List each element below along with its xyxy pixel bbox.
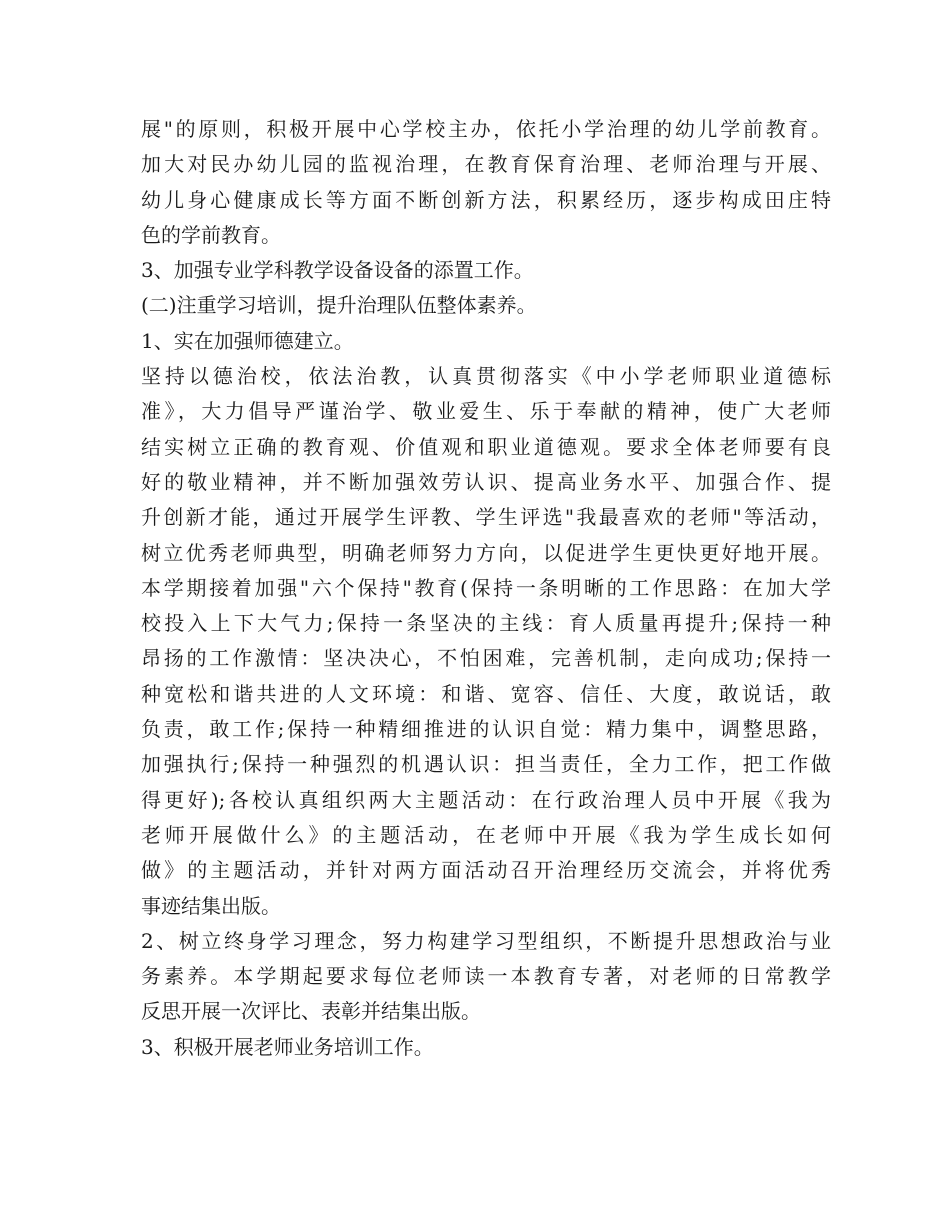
text-line: 升创新才能，通过开展学生评教、学生评选"我最喜欢的老师"等活动， bbox=[141, 505, 831, 530]
text-line: 1、实在加强师德建立。 bbox=[141, 328, 354, 353]
text-line: 加大对民办幼儿园的监视治理，在教育保育治理、老师治理与开展、 bbox=[141, 152, 831, 177]
text-line: 2、树立终身学习理念，努力构建学习型组织，不断提升思想政治与业 bbox=[141, 928, 831, 953]
text-line: 准》，大力倡导严谨治学、敬业爱生、乐于奉献的精神，使广大老师 bbox=[141, 399, 831, 424]
text-line: (二)注重学习培训，提升治理队伍整体素养。 bbox=[141, 293, 537, 318]
text-line: 事迹结集出版。 bbox=[141, 893, 281, 918]
text-line: 做》的主题活动，并针对两方面活动召开治理经历交流会，并将优秀 bbox=[141, 858, 831, 883]
text-line: 昂扬的工作激情：坚决决心，不怕困难，完善机制，走向成功;保持一 bbox=[141, 646, 831, 671]
text-line: 树立优秀老师典型，明确老师努力方向，以促进学生更快更好地开展。 bbox=[141, 540, 831, 565]
document-body bbox=[141, 112, 831, 1065]
text-line: 种宽松和谐共进的人文环境：和谐、宽容、信任、大度，敢说话，敢 bbox=[141, 681, 831, 706]
text-line: 坚持以德治校，依法治教，认真贯彻落实《中小学老师职业道德标 bbox=[141, 364, 831, 389]
text-line: 得更好);各校认真组织两大主题活动：在行政治理人员中开展《我为 bbox=[141, 787, 831, 812]
text-line: 展"的原则，积极开展中心学校主办，依托小学治理的幼儿学前教育。 bbox=[141, 117, 831, 141]
text-line: 结实树立正确的教育观、价值观和职业道德观。要求全体老师要有良 bbox=[141, 434, 831, 459]
text-line: 3、积极开展老师业务培训工作。 bbox=[141, 1034, 434, 1059]
text-line: 负责，敢工作;保持一种精细推进的认识自觉：精力集中，调整思路， bbox=[141, 717, 831, 742]
text-line: 幼儿身心健康成长等方面不断创新方法，积累经历，逐步构成田庄特 bbox=[141, 187, 831, 212]
text-line: 反思开展一次评比、表彰并结集出版。 bbox=[141, 999, 481, 1024]
text-line: 加强执行;保持一种强烈的机遇认识：担当责任，全力工作，把工作做 bbox=[141, 752, 831, 777]
text-line: 老师开展做什么》的主题活动，在老师中开展《我为学生成长如何 bbox=[141, 822, 831, 847]
text-line: 本学期接着加强"六个保持"教育(保持一条明晰的工作思路：在加大学 bbox=[141, 575, 831, 600]
text-line: 3、加强专业学科教学设备设备的添置工作。 bbox=[141, 258, 534, 283]
text-line: 校投入上下大气力;保持一条坚决的主线：育人质量再提升;保持一种 bbox=[141, 611, 831, 636]
text-line: 好的敬业精神，并不断加强效劳认识、提高业务水平、加强合作、提 bbox=[141, 469, 831, 494]
text-line: 务素养。本学期起要求每位老师读一本教育专著，对老师的日常教学 bbox=[141, 964, 831, 989]
text-line: 色的学前教育。 bbox=[141, 222, 281, 247]
